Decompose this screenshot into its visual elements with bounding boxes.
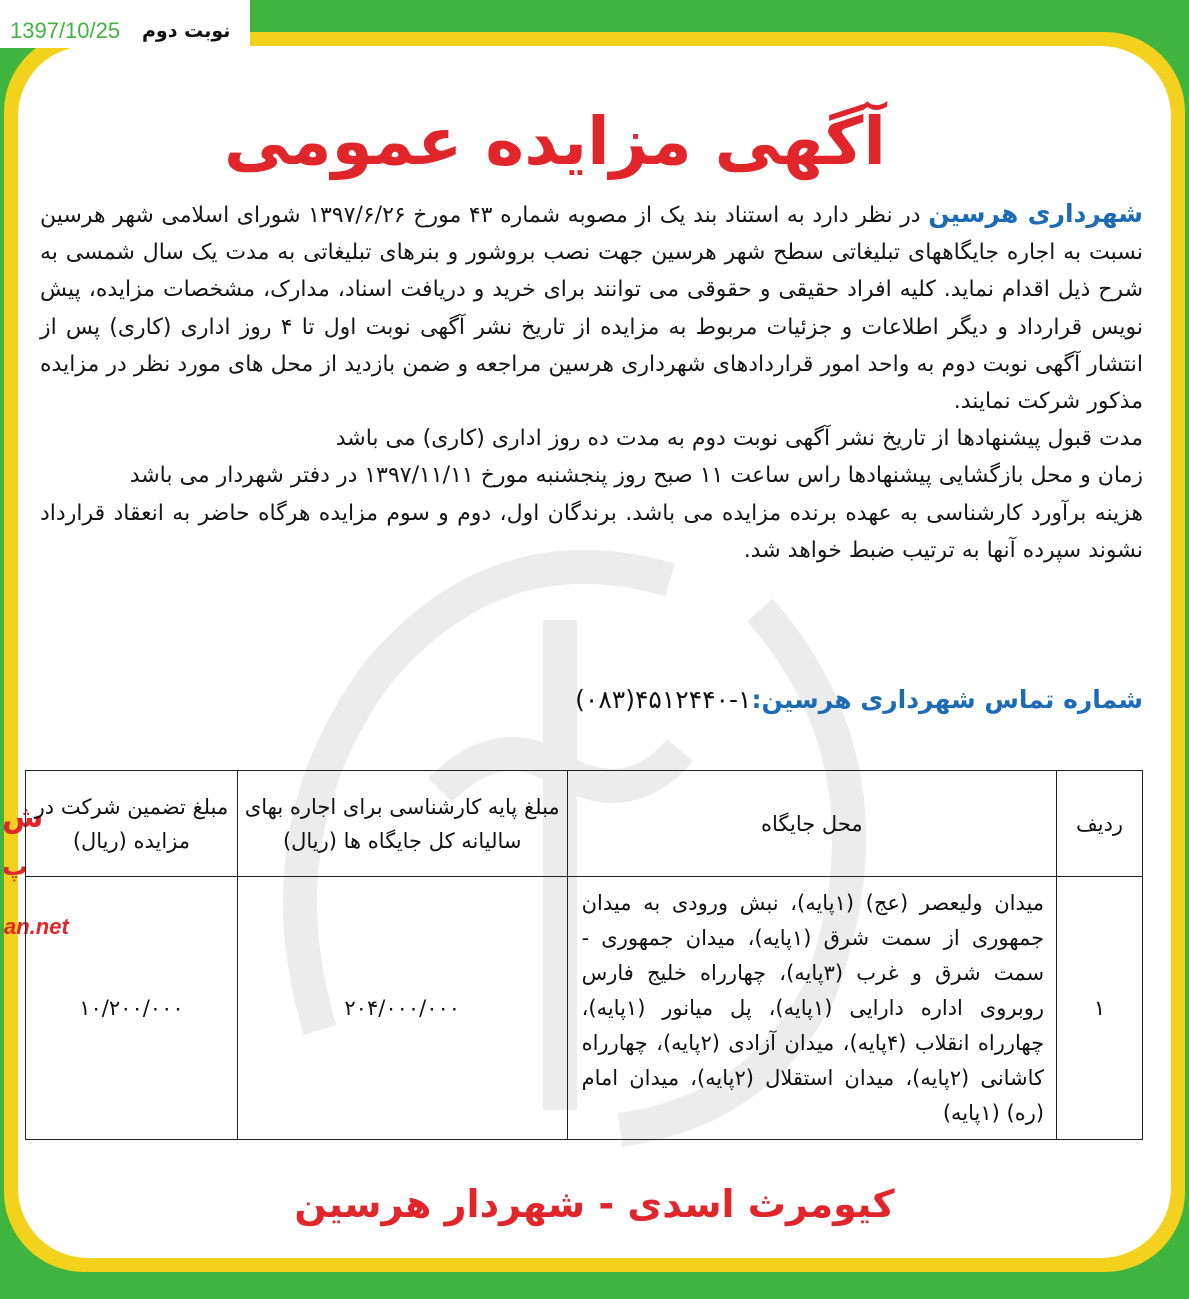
cell-row-number: ۱ <box>1057 877 1143 1140</box>
contact-line <box>40 685 1143 714</box>
contact-label: شماره تماس شهرداری هرسین: <box>751 685 1143 714</box>
cell-guarantee: ۱۰/۲۰۰/۰۰۰ <box>26 877 238 1140</box>
header-guarantee: مبلغ تضمین شرکت در مزایده (ریال) <box>26 771 238 877</box>
table-row <box>26 877 1143 1140</box>
notice-paragraph-3: زمان و محل بازگشایی پیشنهادها راس ساعت ۱۱ صبح روز پنجشنبه مورخ ۱۳۹۷/۱۱/۱۱ در دفتر شهردار می باشد <box>129 463 1143 489</box>
cell-place: میدان ولیعصر (عج) (۱پایه)، نبش ورودی به میدان جمهوری از سمت شرق (۱پایه)، میدان جمهوری - سمت شرق و غرب (۳پایه)، چهارراه خلیج فارس روبروی اداره دارایی (۱پایه)، پل میانور (۱پایه)، چهارراه انقلاب (۴پایه)، میدان آزادی (۲پایه)، چهارراه کاشانی (۲پایه)، میدان استقلال (۲پایه)، میدان امام (ره) (۱پایه) <box>567 877 1056 1140</box>
page-title: آگهی مزایده عمومی <box>223 103 887 180</box>
notice-body <box>40 195 1143 569</box>
notice-paragraph-1 <box>40 195 1143 420</box>
contact-number: ۱-۴۵۱۲۴۴۰(۰۸۳) <box>575 685 752 714</box>
side-watermark-line-3: an.net <box>4 914 69 939</box>
notice-paragraph-2: مدت قبول پیشنهادها از تاریخ نشر آگهی نوبت دوم به مدت ده روز اداری (کاری) می باشد <box>335 426 1143 452</box>
paragraph-1-text: در نظر دارد به استناد بند یک از مصوبه شماره ۴۳ مورخ ۱۳۹۷/۶/۲۶ شورای اسلامی شهر هرسین نسبت به اجاره جایگاههای تبلیغاتی سطح شهر هرسین جهت نصب بروشور و بنرهای تبلیغاتی به مدت یک سال شمسی به شرح ذیل اقدام نماید. کلیه افراد حقیقی و حقوقی می توانند برای خرید و دریافت اسناد، مدارک، مشخصات مزایده، پیش نویس قرارداد و دیگر اطلاعات و جزئیات مربوط به مزایده از تاریخ نشر آگهی نوبت اول تا ۴ روز اداری (کاری) پس از انتشار آگهی نوبت دوم به واحد امور قراردادهای شهرداری هرسین مراجعه و ضمن بازدید از محل های مورد نظر در مزایده مذکور شرکت نمایند. <box>40 203 1144 415</box>
cell-base-price: ۲۰۴/۰۰۰/۰۰۰ <box>237 877 567 1140</box>
notice-paragraph-4: هزینه برآورد کارشناسی به عهده برنده مزایده می باشد. برندگان اول، دوم و سوم مزایده هرگاه حاضر به انعقاد قرارداد نشوند سپرده آنها به ترتیب ضبط خواهد شد. <box>40 500 1143 563</box>
header-row-number: ردیف <box>1057 771 1143 877</box>
organization-name: شهرداری هرسین <box>928 199 1143 228</box>
side-watermark-line-1: ش <box>2 800 44 835</box>
date-stamp: 1397/10/25 <box>10 18 121 43</box>
side-watermark-line-2: پ <box>2 852 29 882</box>
turn-label: نوبت دوم <box>142 20 231 42</box>
table-header-row <box>26 771 1143 877</box>
header-base-price: مبلغ پایه کارشناسی برای اجاره بهای سالیانه کل جایگاه ها (ریال) <box>237 771 567 877</box>
lease-table <box>25 770 1143 1140</box>
footer-signature: کیومرث اسدی - شهردار هرسین <box>294 1182 895 1226</box>
header-place: محل جایگاه <box>567 771 1056 877</box>
